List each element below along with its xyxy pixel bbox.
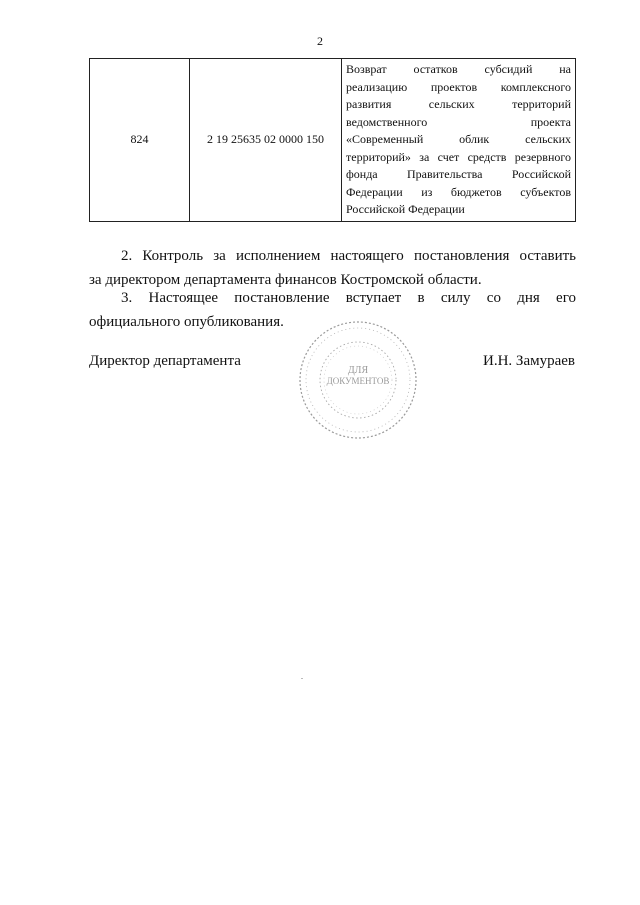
control-paragraph [89, 244, 576, 292]
revenue-name-line: развития сельских территорий [346, 97, 571, 111]
seal-text-bottom: ДОКУМЕНТОВ [326, 376, 390, 386]
revenue-name-line: территорий» за счет средств резервного [346, 149, 571, 164]
signatory-name: И.Н. Замураев [483, 353, 575, 369]
paragraph-line: официального опубликования. [89, 314, 284, 330]
revenue-name-line: «Современный облик сельских [346, 132, 571, 146]
official-seal [296, 318, 420, 442]
revenue-name-cell [342, 59, 576, 222]
page-number: 2 [317, 34, 323, 48]
revenue-name-line: Российской Федерации [346, 202, 465, 216]
admin-code-cell: 824 [90, 59, 190, 222]
signatory-position: Директор департамента [89, 353, 241, 369]
paragraph-line: за директором департамента финансов Костромской области. [89, 272, 482, 288]
budget-table [89, 58, 576, 222]
revenue-name-line: Возврат остатков субсидий на [346, 62, 571, 76]
revenue-name-line: фонда Правительства Российской [346, 167, 571, 181]
paragraph-line: 2. Контроль за исполнением настоящего постановления оставить [121, 248, 576, 264]
revenue-name-line: Федерации из бюджетов субъектов [346, 184, 571, 199]
seal-text-top: ДЛЯ [347, 365, 369, 376]
revenue-name-line: реализацию проектов комплексного [346, 79, 571, 94]
budget-classification-code-cell: 2 19 25635 02 0000 150 [190, 59, 342, 222]
table-row [90, 59, 576, 222]
revenue-name-line: ведомственного проекта [346, 114, 571, 129]
paragraph-line: 3. Настоящее постановление вступает в силу со дня его [121, 290, 576, 306]
scan-speck [301, 678, 303, 679]
seal-graphic [296, 318, 420, 442]
